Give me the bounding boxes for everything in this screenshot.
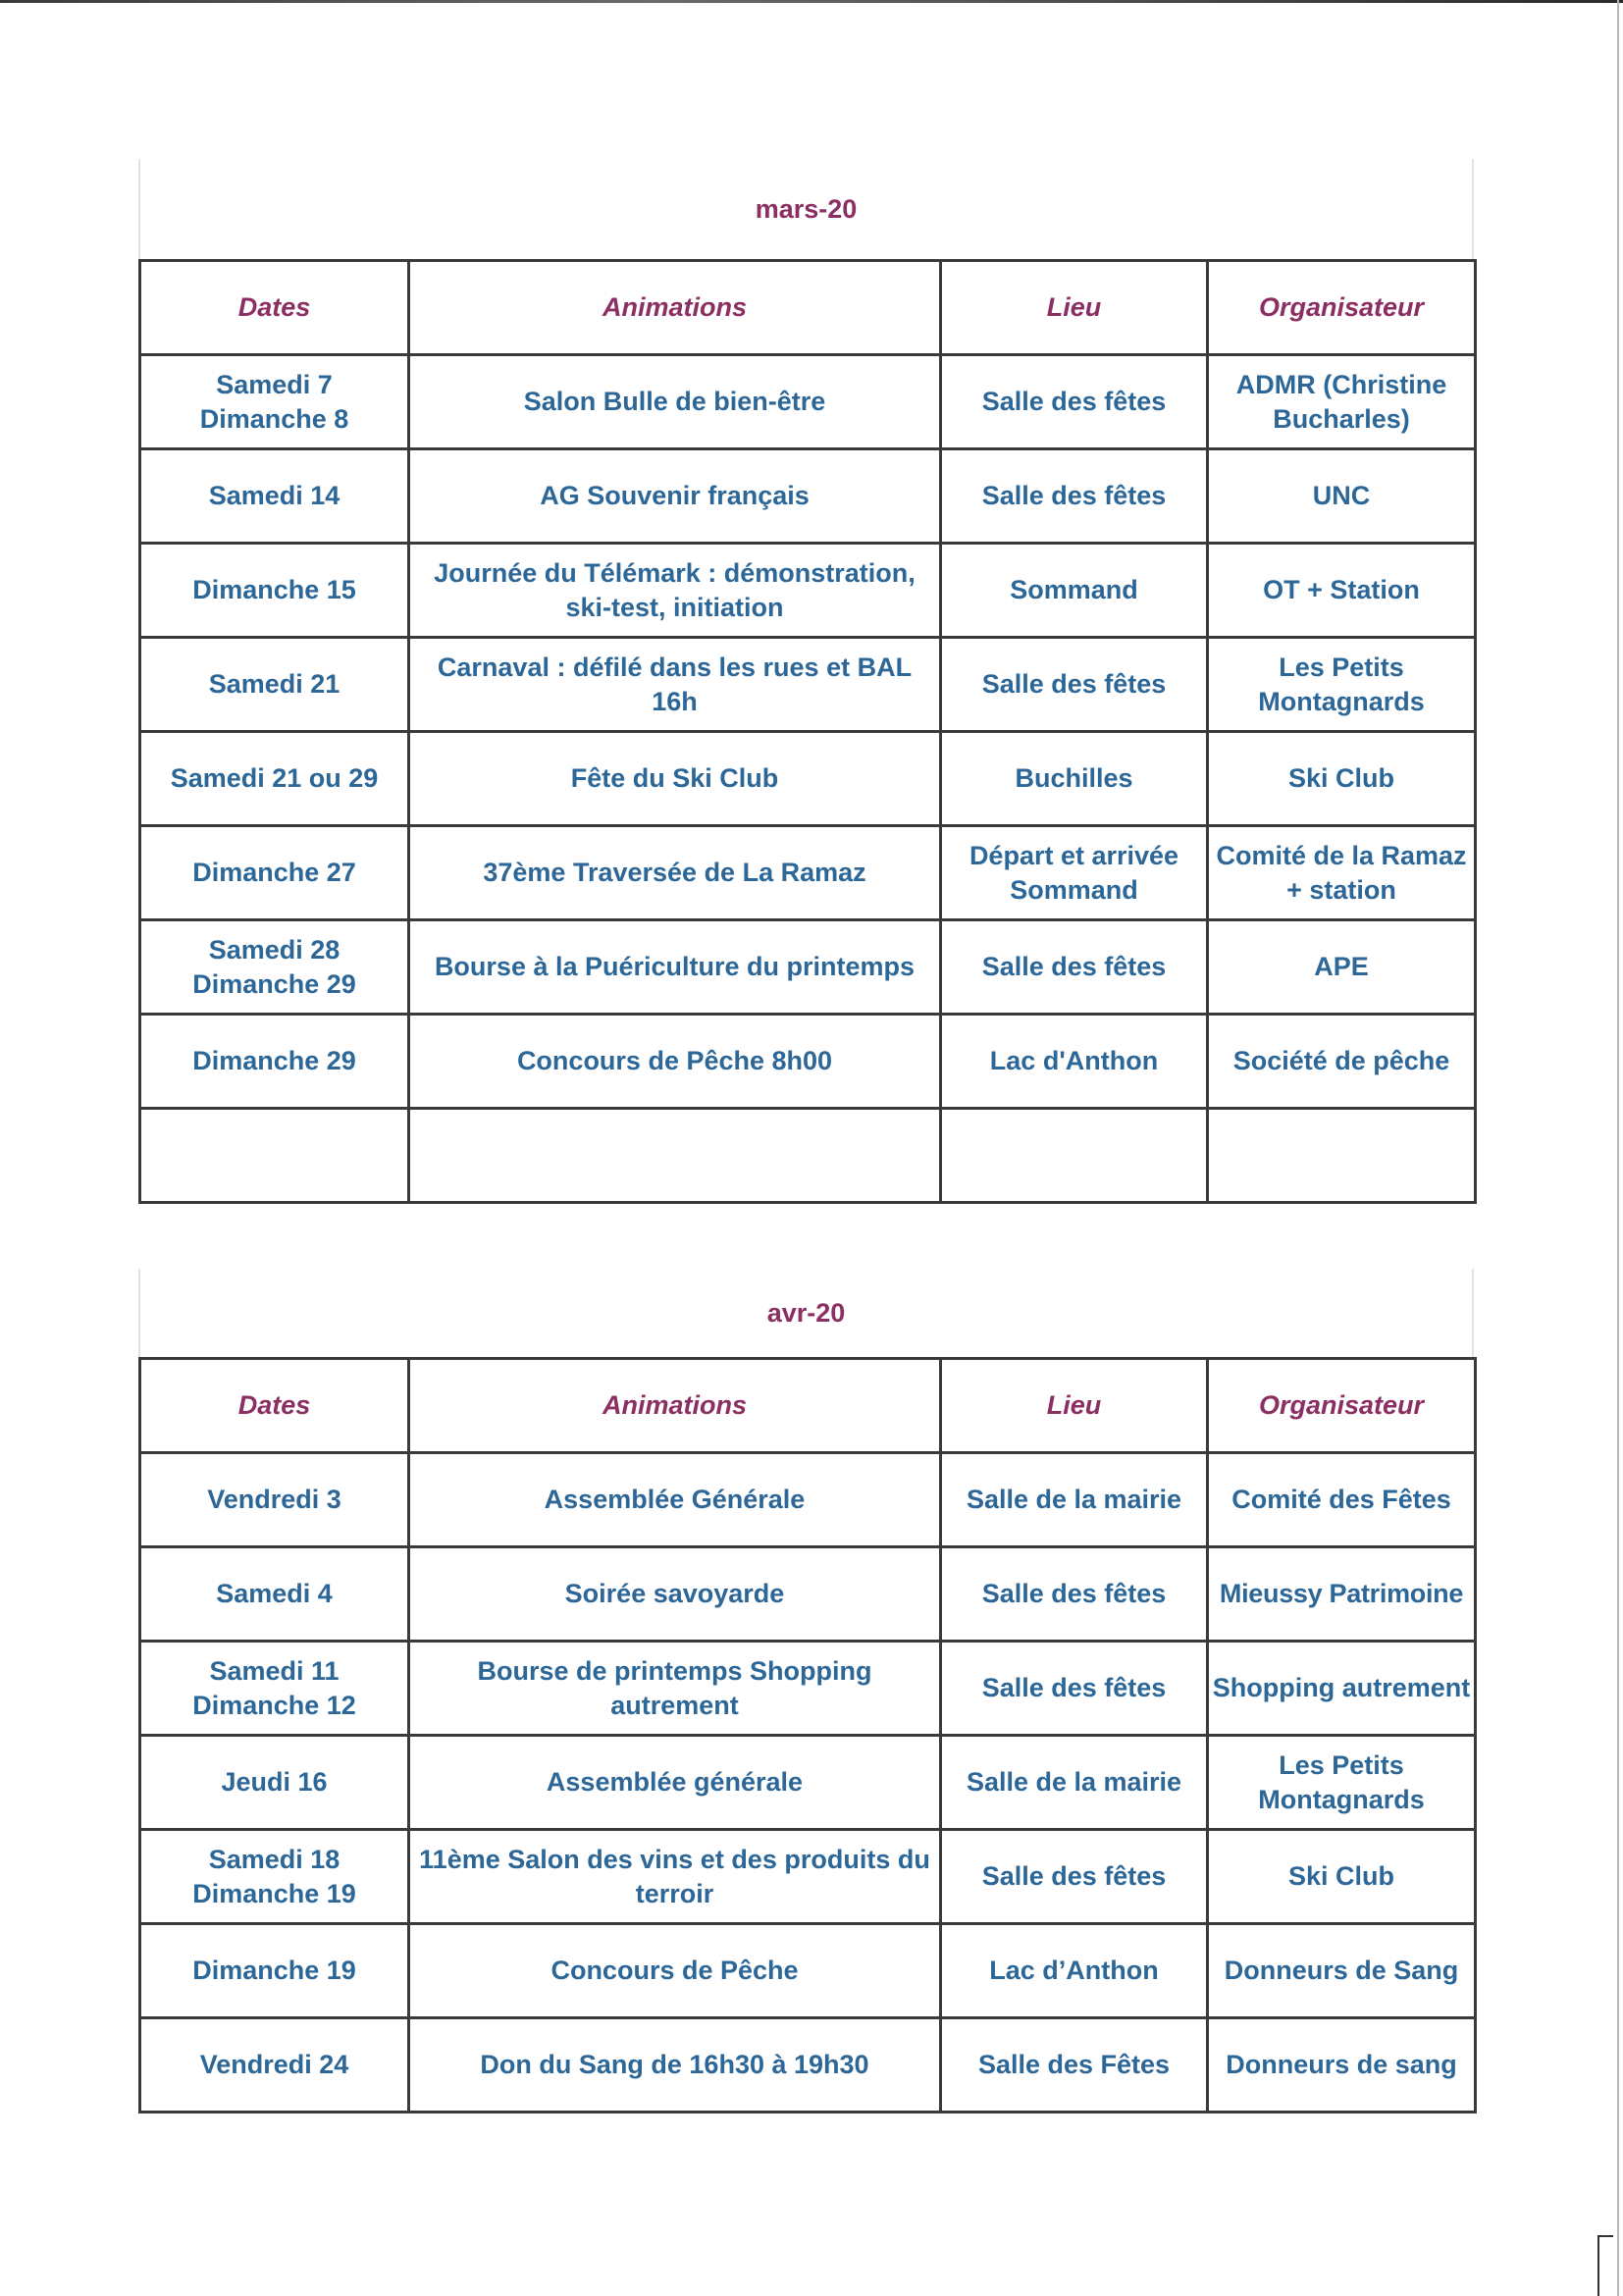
cell-organisateur: Comité des Fêtes	[1208, 1453, 1476, 1547]
cell-lieu: Salle des fêtes	[941, 355, 1208, 449]
cell-lieu	[941, 1109, 1208, 1203]
cell-lieu: Salle de la mairie	[941, 1453, 1208, 1547]
table-row	[140, 2018, 1476, 2113]
cell-animation: AG Souvenir français	[409, 449, 941, 544]
cell-dates: Samedi 14	[140, 449, 409, 544]
cell-animation: Carnaval : défilé dans les rues et BAL 16h	[409, 638, 941, 732]
cell-dates	[140, 1109, 409, 1203]
table-row	[140, 920, 1476, 1015]
cell-dates: Samedi 4	[140, 1547, 409, 1642]
column-header-dates: Dates	[140, 261, 409, 355]
cell-lieu: Salle des fêtes	[941, 449, 1208, 544]
cell-animation: 11ème Salon des vins et des produits du terroir	[409, 1830, 941, 1924]
cell-dates: Samedi 18 Dimanche 19	[140, 1830, 409, 1924]
cell-lieu: Salle des Fêtes	[941, 2018, 1208, 2113]
cell-dates: Dimanche 15	[140, 544, 409, 638]
table-header-row	[140, 261, 1476, 355]
cell-organisateur: Les Petits Montagnards	[1208, 638, 1476, 732]
table-row	[140, 355, 1476, 449]
cell-lieu: Buchilles	[941, 732, 1208, 826]
table-row	[140, 1736, 1476, 1830]
cell-organisateur: Donneurs de sang	[1208, 2018, 1476, 2113]
cell-dates: Vendredi 24	[140, 2018, 409, 2113]
cell-animation: Bourse à la Puériculture du printemps	[409, 920, 941, 1015]
cell-animation: Bourse de printemps Shopping autrement	[409, 1642, 941, 1736]
cell-organisateur	[1208, 1109, 1476, 1203]
table-row	[140, 1642, 1476, 1736]
cell-organisateur: Ski Club	[1208, 732, 1476, 826]
cell-organisateur: APE	[1208, 920, 1476, 1015]
scan-corner-mark	[1597, 2235, 1613, 2296]
cell-animation: Assemblée Générale	[409, 1453, 941, 1547]
column-header-animations: Animations	[409, 261, 941, 355]
table-row	[140, 1830, 1476, 1924]
table-row	[140, 544, 1476, 638]
cell-lieu: Lac d'Anthon	[941, 1015, 1208, 1109]
cell-organisateur: UNC	[1208, 449, 1476, 544]
cell-lieu: Salle des fêtes	[941, 1830, 1208, 1924]
table-row	[140, 826, 1476, 920]
cell-dates: Samedi 28 Dimanche 29	[140, 920, 409, 1015]
table-row	[140, 1015, 1476, 1109]
cell-organisateur: ADMR (Christine Bucharles)	[1208, 355, 1476, 449]
month-title: avr-20	[138, 1269, 1474, 1357]
events-table-avril	[138, 1357, 1477, 2113]
cell-lieu: Salle des fêtes	[941, 638, 1208, 732]
cell-lieu: Salle des fêtes	[941, 1642, 1208, 1736]
month-section-mars	[138, 159, 1474, 1204]
cell-organisateur: Société de pêche	[1208, 1015, 1476, 1109]
cell-dates: Vendredi 3	[140, 1453, 409, 1547]
cell-organisateur: OT + Station	[1208, 544, 1476, 638]
cell-animation: Assemblée générale	[409, 1736, 941, 1830]
column-header-lieu: Lieu	[941, 1359, 1208, 1453]
table-row-empty	[140, 1109, 1476, 1203]
column-header-dates: Dates	[140, 1359, 409, 1453]
table-row	[140, 638, 1476, 732]
table-header-row	[140, 1359, 1476, 1453]
table-row	[140, 732, 1476, 826]
column-header-animations: Animations	[409, 1359, 941, 1453]
cell-animation: Journée du Télémark : démonstration, ski-test, initiation	[409, 544, 941, 638]
cell-animation: Don du Sang de 16h30 à 19h30	[409, 2018, 941, 2113]
cell-animation: Fête du Ski Club	[409, 732, 941, 826]
cell-dates: Jeudi 16	[140, 1736, 409, 1830]
cell-organisateur: Mieussy Patrimoine	[1208, 1547, 1476, 1642]
cell-dates: Samedi 21	[140, 638, 409, 732]
column-header-organisateur: Organisateur	[1208, 1359, 1476, 1453]
cell-dates: Dimanche 19	[140, 1924, 409, 2018]
cell-dates: Dimanche 27	[140, 826, 409, 920]
month-title: mars-20	[138, 159, 1474, 259]
cell-animation: Soirée savoyarde	[409, 1547, 941, 1642]
events-table-mars	[138, 259, 1477, 1204]
cell-animation: 37ème Traversée de La Ramaz	[409, 826, 941, 920]
cell-organisateur: Donneurs de Sang	[1208, 1924, 1476, 2018]
column-header-organisateur: Organisateur	[1208, 261, 1476, 355]
cell-lieu: Salle des fêtes	[941, 920, 1208, 1015]
cell-dates: Dimanche 29	[140, 1015, 409, 1109]
cell-organisateur: Les Petits Montagnards	[1208, 1736, 1476, 1830]
cell-dates: Samedi 7 Dimanche 8	[140, 355, 409, 449]
cell-lieu: Sommand	[941, 544, 1208, 638]
cell-animation	[409, 1109, 941, 1203]
table-row	[140, 1547, 1476, 1642]
cell-dates: Samedi 11 Dimanche 12	[140, 1642, 409, 1736]
table-row	[140, 1453, 1476, 1547]
table-row	[140, 1924, 1476, 2018]
scan-edge-top	[0, 0, 1623, 3]
cell-lieu: Lac d’Anthon	[941, 1924, 1208, 2018]
cell-lieu: Salle des fêtes	[941, 1547, 1208, 1642]
column-header-lieu: Lieu	[941, 261, 1208, 355]
cell-animation: Concours de Pêche 8h00	[409, 1015, 941, 1109]
scan-edge-right	[1617, 0, 1619, 2296]
cell-animation: Concours de Pêche	[409, 1924, 941, 2018]
cell-organisateur: Comité de la Ramaz + station	[1208, 826, 1476, 920]
cell-dates: Samedi 21 ou 29	[140, 732, 409, 826]
month-section-avril	[138, 1269, 1474, 2113]
table-row	[140, 449, 1476, 544]
cell-organisateur: Ski Club	[1208, 1830, 1476, 1924]
cell-lieu: Salle de la mairie	[941, 1736, 1208, 1830]
cell-lieu: Départ et arrivée Sommand	[941, 826, 1208, 920]
cell-organisateur: Shopping autrement	[1208, 1642, 1476, 1736]
cell-animation: Salon Bulle de bien-être	[409, 355, 941, 449]
